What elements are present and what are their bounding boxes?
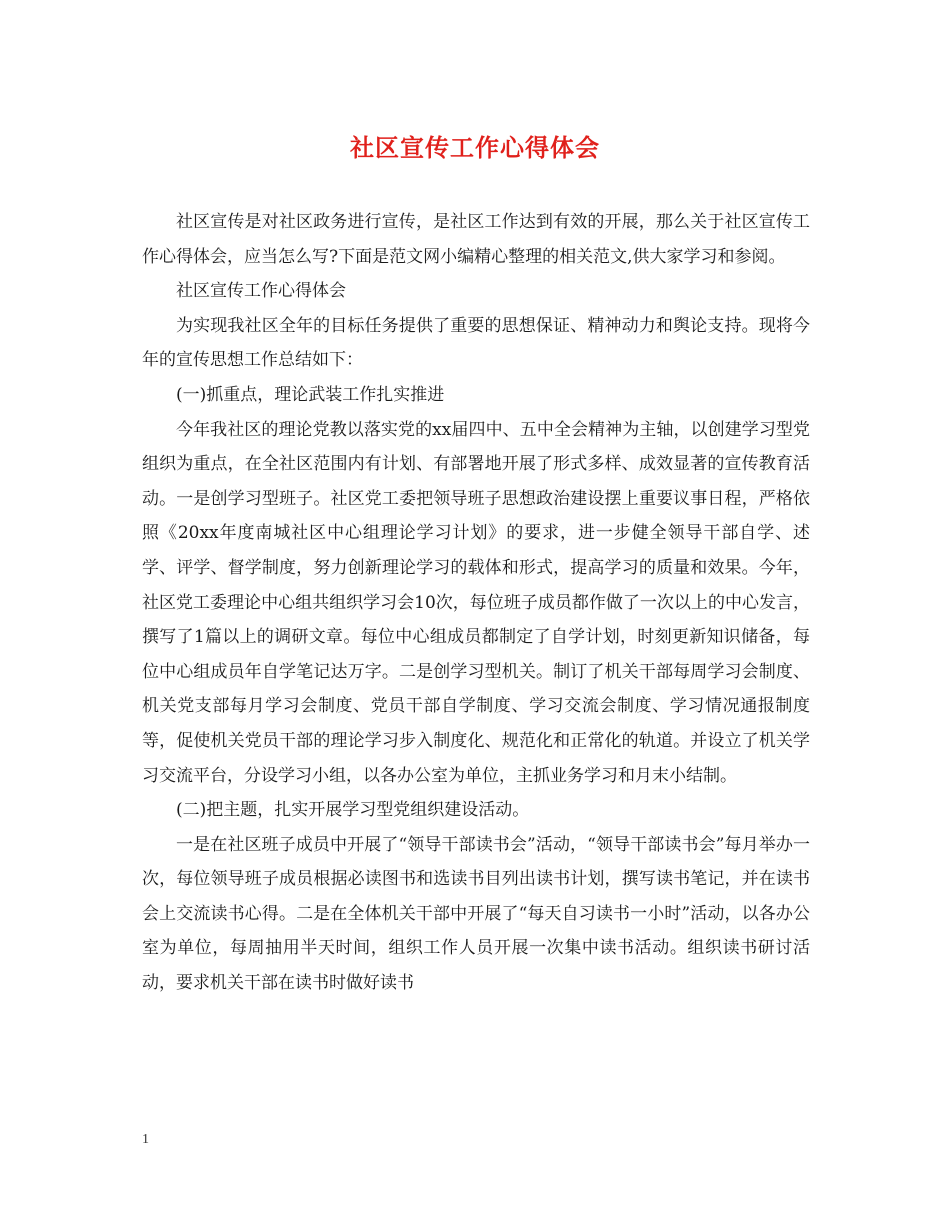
paragraph-reading-activities: 一是在社区班子成员中开展了“领导干部读书会”活动，“领导干部读书会”每月举办一次，每位领导班子成员根据必读图书和选读书目列出读书计划，撰写读书笔记，并在读书会上交流读书心得。二是在全体机关干部中开展了“每天自习读书一小时”活动，以各办公室为单位，每周抽用半天时间，组织工作人员开展一次集中读书活动。组织读书研讨活动，要求机关干部在读书时做好读书	[142, 834, 810, 994]
page-number: 1	[142, 1132, 149, 1147]
section-heading-two: (二)把主题，扎实开展学习型党组织建设活动。	[176, 800, 530, 821]
section-heading-one: (一)抓重点，理论武装工作扎实推进	[176, 384, 445, 405]
document-body	[142, 205, 810, 1001]
paragraph-theory-study: 今年我社区的理论党教以落实党的xx届四中、五中全会精神为主轴，以创建学习型党组织为重点，在全社区范围内有计划、有部署地开展了形式多样、成效显著的宣传教育活动。一是创学习型班子。社区党工委把领导班子思想政治建设摆上重要议事日程，严格依照《20xx年度南城社区中心组理论学习计划》的要求，进一步健全领导干部自学、述学、评学、督学制度，努力创新理论学习的载体和形式，提高学习的质量和效果。今年，社区党工委理论中心组共组织学习会10次，每位班子成员都作做了一次以上的中心发言，撰写了1篇以上的调研文章。每位中心组成员都制定了自学计划，时刻更新知识储备，每位中心组成员年自学笔记达万字。二是创学习型机关。制订了机关干部每周学习会制度、机关党支部每月学习会制度、党员干部自学制度、学习交流会制度、学习情况通报制度等，促使机关党员干部的理论学习步入制度化、规范化和正常化的轨道。并设立了机关学习交流平台，分设学习小组，以各办公室为单位，主抓业务学习和月末小结制。	[142, 419, 810, 786]
paragraph-subtitle: 社区宣传工作心得体会	[176, 281, 346, 302]
paragraph-intro: 社区宣传是对社区政务进行宣传，是社区工作达到有效的开展，那么关于社区宣传工作心得体会，应当怎么写?下面是范文网小编精心整理的相关范文,供大家学习和参阅。	[142, 212, 810, 267]
paragraph-summary: 为实现我社区全年的目标任务提供了重要的思想保证、精神动力和舆论支持。现将今年的宣传思想工作总结如下：	[142, 315, 810, 371]
document-title: 社区宣传工作心得体会	[350, 133, 600, 162]
